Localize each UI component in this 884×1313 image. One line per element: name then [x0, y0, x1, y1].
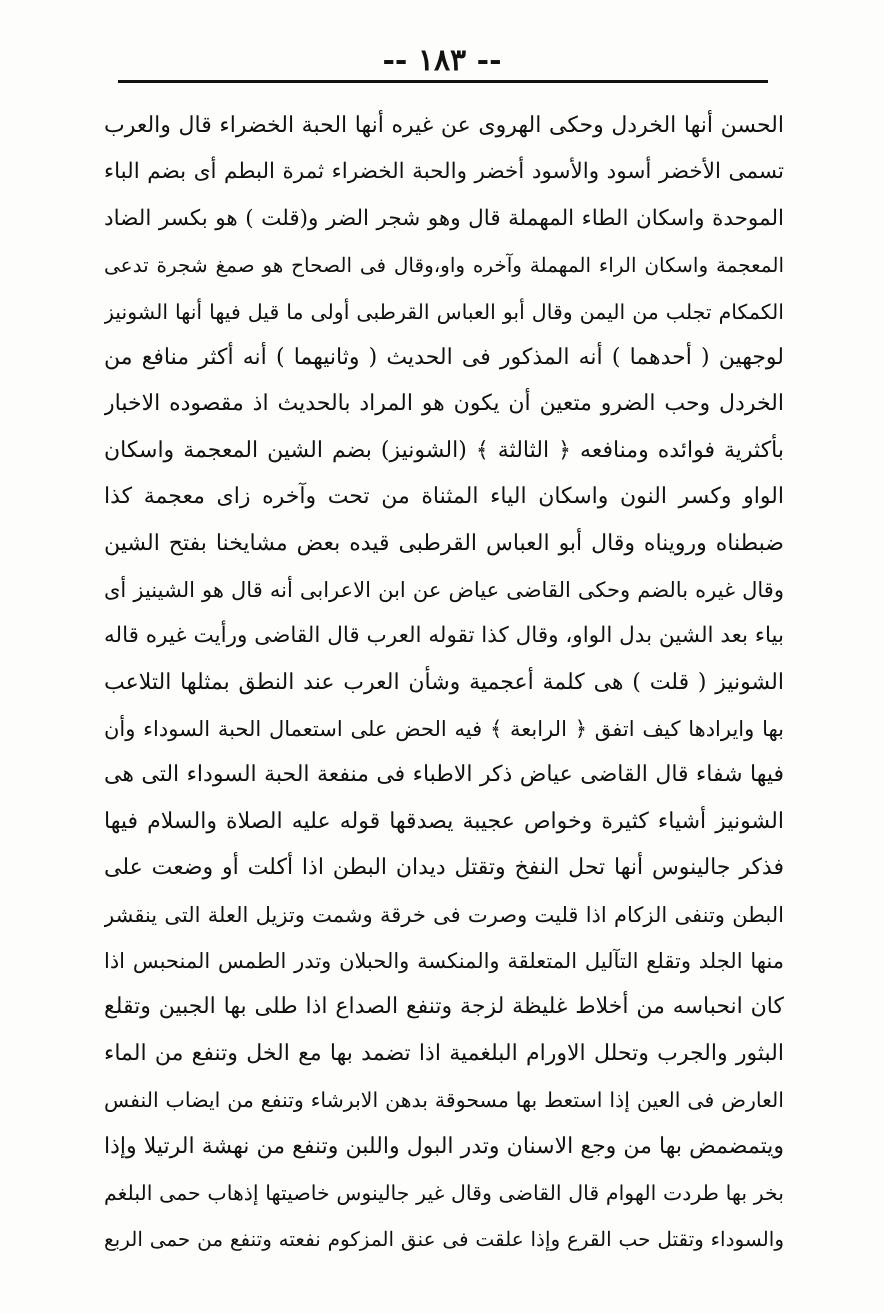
text-line: تسمى الأخضر أسود والأسود أخضر والحبة الخضراء ثمرة البطم أى بضم الباء [104, 159, 784, 185]
page-number: -- ١٨٣ -- [382, 43, 502, 78]
text-line: والسوداء وتقتل حب القرع وإذا علقت فى عنق المزكوم نفعته وتنفع من حمى الربع [104, 1227, 784, 1252]
text-line: البطن وتنفى الزكام اذا قليت وصرت فى خرقة وشمت وتزيل العلة التى ينقشر [104, 902, 784, 927]
header-rule [118, 80, 768, 83]
text-line: ويتمضمض بها من وجع الاسنان وتدر البول واللبن وتنفع من نهشة الرتيلا وإذا [104, 1133, 784, 1159]
text-line: لوجهين ( أحدهما ) أنه المذكور فى الحديث ( وثانيهما ) أنه أكثر منافع من [104, 344, 784, 370]
text-line: الكمكام تجلب من اليمن وقال أبو العباس القرطبى أولى ما قيل فيها أنها الشونيز [104, 299, 784, 324]
text-line: وقال غيره بالضم وحكى القاضى عياض عن ابن الاعرابى أنه قال هو الشينيز أى [104, 577, 784, 602]
text-line: العارض فى العين إذا استعط بها مسحوقة بدهن الابرشاء وتنفع من ايضاب النفس [104, 1088, 784, 1113]
text-line: منها الجلد وتقلع التآليل المتعلقة والمنكسة والحبلان وتدر الطمس المنحبس اذا [104, 949, 784, 974]
text-line: الواو وكسر النون واسكان الياء المثناة من تحت وآخره زاى معجمة كذا [104, 484, 784, 510]
text-line: الشونيز ( قلت ) هى كلمة أعجمية وشأن العرب عند النطق بمثلها التلاعب [104, 669, 784, 695]
text-line: الموحدة واسكان الطاء المهملة قال وهو شجر الضر و(قلت ) هو بكسر الضاد [104, 205, 784, 231]
text-line: المعجمة واسكان الراء المهملة وآخره واو،وقال فى الصحاح هو صمغ شجرة تدعى [104, 253, 784, 278]
text-line: فيها شفاء قال القاضى عياض ذكر الاطباء فى منفعة الحبة السوداء التى هى [104, 762, 784, 788]
text-line: الحسن أنها الخردل وحكى الهروى عن غيره أنها الحبة الخضراء قال والعرب [104, 113, 784, 138]
text-line: فذكر جالينوس أنها تحل النفخ وتقتل ديدان البطن اذا أكلت أو وضعت على [104, 855, 784, 881]
text-line: بها وايرادها كيف اتفق ﴿ الرابعة ﴾ فيه الحض على استعمال الحبة السوداء وأن [104, 717, 784, 742]
text-line: بأكثرية فوائده ومنافعه ﴿ الثالثة ﴾ (الشونيز) بضم الشين المعجمة واسكان [104, 437, 784, 463]
text-line: كان انحباسه من أخلاط غليظة لزجة وتنفع الصداع اذا طلى بها الجبين وتقلع [104, 994, 784, 1020]
text-body [104, 103, 784, 1263]
text-line: الشونيز أشياء كثيرة وخواص عجيبة يصدقها قوله عليه الصلاة والسلام فيها [104, 808, 784, 834]
text-line: بياء بعد الشين بدل الواو، وقال كذا تقوله العرب قال القاضى ورأيت غيره قاله [104, 623, 784, 649]
text-line: بخر بها طردت الهوام قال القاضى وقال غير جالينوس خاصيتها إذهاب حمى البلغم [104, 1180, 784, 1205]
text-line: البثور والجرب وتحلل الاورام البلغمية اذا تضمد بها مع الخل وتنفع من الماء [104, 1040, 784, 1066]
text-line: ضبطناه ورويناه وقال أبو العباس القرطبى قيده بعض مشايخنا بفتح الشين [104, 530, 784, 556]
text-line: الخردل وحب الضرو متعين أن يكون هو المراد بالحديث اذ مقصوده الاخبار [104, 391, 784, 417]
